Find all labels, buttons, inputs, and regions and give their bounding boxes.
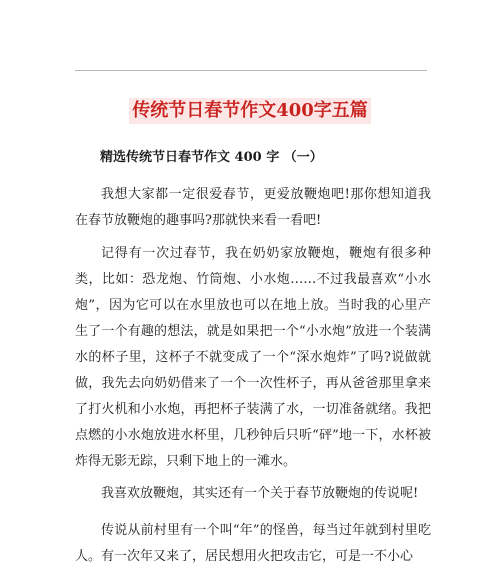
paragraph-3: 我喜欢放鞭炮，其实还有一个关于春节放鞭炮的传说呢! [101,486,419,501]
paragraph-1: 我想大家都一定很爱春节，更爱放鞭炮吧!那你想知道我在春节放鞭炮的趣事吗?那就快来看一看吧! [75,187,431,228]
paragraph-4: 传说从前村里有一个叫“年”的怪兽，每当过年就到村里吃人。有一次年又来了，居民想用火把攻击它，可是一不小心 [75,523,431,564]
title-container [0,86,500,136]
header-divider [75,70,427,71]
document-title: 传统节日春节作文400字五篇 [129,98,371,124]
paragraph-2: 记得有一次过春节，我在奶奶家放鞭炮，鞭炮有很多种类，比如：恐龙炮、竹筒炮、小水炮……不过我最喜欢“小水炮”，因为它可以在水里放也可以在地上放。当时我的心里产生了一个有趣的想法，就是如果把一个“小水炮”放进一个装满水的杯子里，这杯子不就变成了一个“深水炮炸”了吗?说做就做，我先去向奶奶借来了一个一次性杯子，再从爸爸那里拿来了打火机和小水炮，再把杯子装满了水，一切准备就绪。我把点燃的小水炮放进水杯里，几秒钟后只听“砰”地一下，水杯被炸得无影无踪，只剩下地上的一滩水。 [75,246,431,469]
section-heading: 精选传统节日春节作文 400 字 （一） [100,150,323,165]
